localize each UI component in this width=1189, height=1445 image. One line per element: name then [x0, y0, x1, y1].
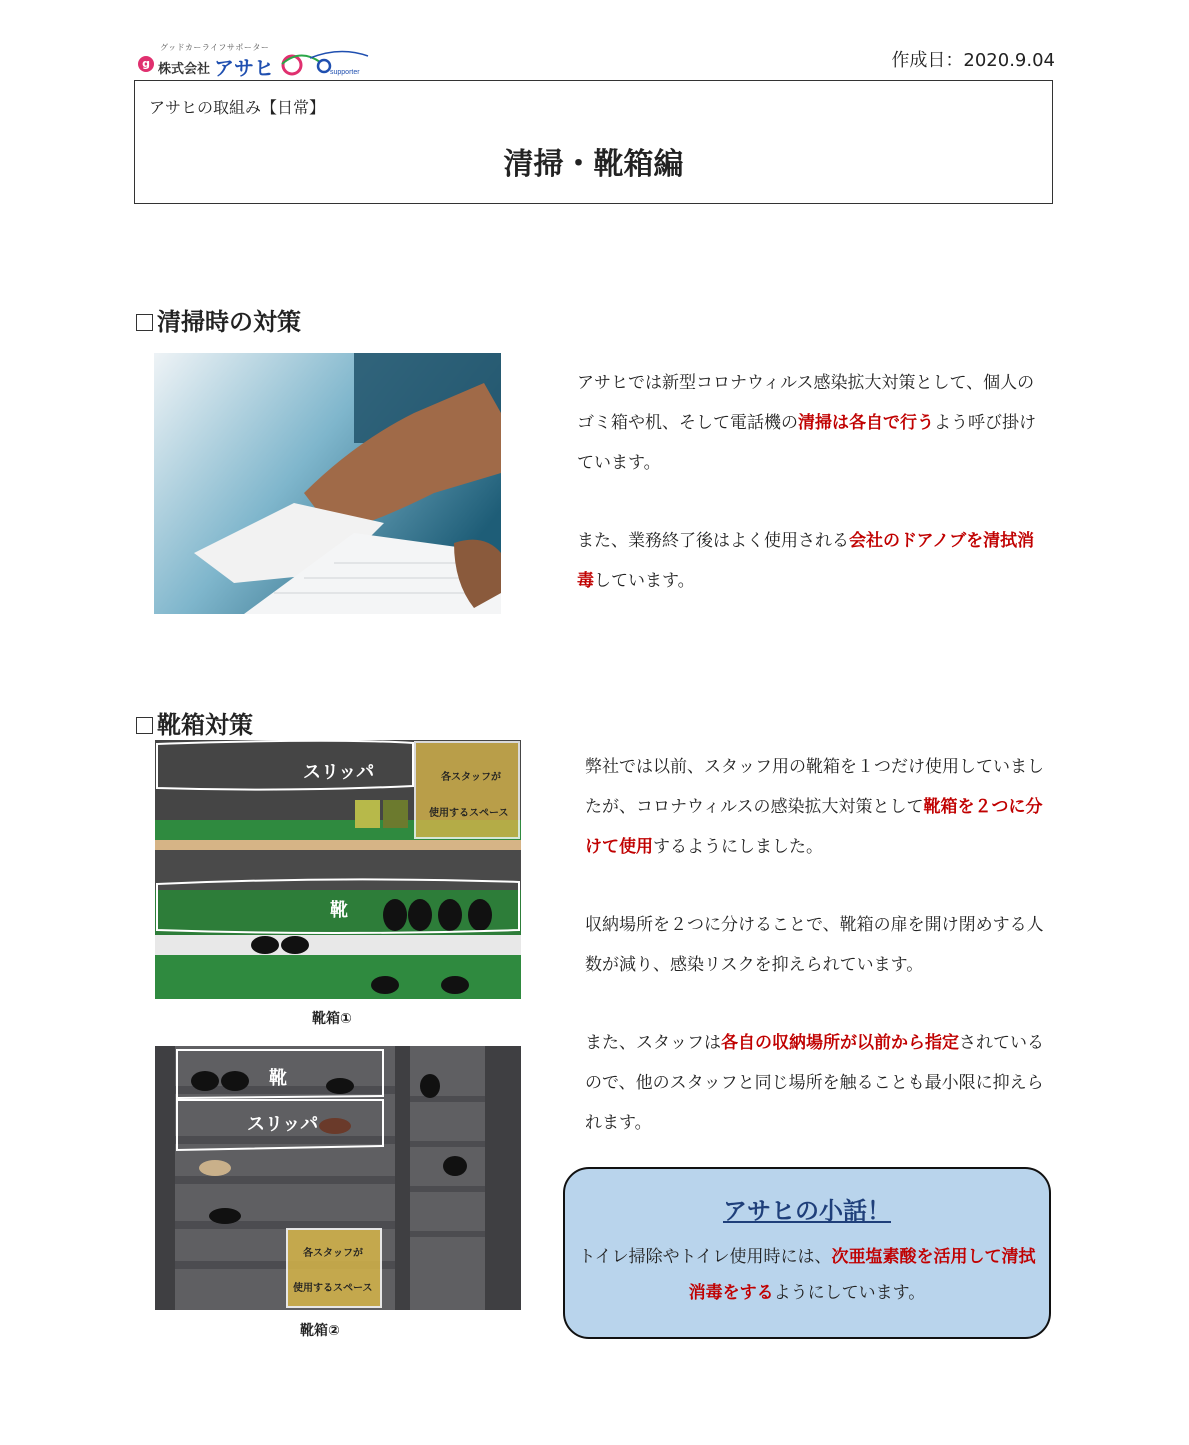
checkbox-square-icon [136, 717, 153, 734]
company-logo [138, 42, 378, 80]
created-date: 作成日：2020.9.04 [891, 50, 1055, 71]
slipper-label-2: スリッパ [247, 1114, 319, 1135]
shoebox-paragraph-3: また、スタッフは各自の収納場所が以前から指定されているので、他のスタッフと同じ場所を触ることも最小限に抑えられます。 [585, 1033, 1044, 1133]
page-title: 清掃・靴箱編 [503, 147, 684, 182]
photo-caption-1: 靴箱① [312, 1011, 352, 1027]
shoebox-paragraph-2: 収納場所を２つに分けることで、靴箱の扉を開け閉めする人数が減り、感染リスクを抑えられています。 [585, 915, 1044, 975]
logo-tagline: グッドカーライフサポーター [160, 43, 270, 52]
section-heading-shoebox: 靴箱対策 [136, 705, 253, 740]
slipper-label: スリッパ [303, 762, 375, 783]
shoebox-paragraph-1: 弊社では以前、スタッフ用の靴箱を１つだけ使用していましたが、コロナウィルスの感染拡大対策として靴箱を２つに分けて使用するようにしました。 [585, 757, 1044, 857]
supporter-logo-icon [280, 50, 370, 78]
logo-company: 株式会社 [158, 62, 211, 77]
shoes-label: 靴 [330, 900, 348, 921]
shoebox-1-photo [155, 740, 521, 999]
staff-space-label-2b: 使用するスペース [293, 1283, 373, 1294]
cleaning-paragraph-1: アサヒでは新型コロナウィルス感染拡大対策として、個人のゴミ箱や机、そして電話機の清掃は各自で行うよう呼び掛けています。 [577, 373, 1036, 473]
tip-box [563, 1167, 1051, 1339]
staff-space-label-1b: 使用するスペース [429, 808, 509, 819]
header-subtitle: アサヒの取組み【日常】 [149, 98, 326, 117]
tip-title: アサヒの小話！ [723, 1197, 891, 1225]
keyboard-cleaning-photo [154, 353, 501, 614]
section-heading-cleaning: 清掃時の対策 [136, 302, 301, 337]
cleaning-paragraph-2: また、業務終了後はよく使用される会社のドアノブを清拭消毒しています。 [577, 531, 1035, 591]
logo-brand: アサヒ [214, 56, 274, 80]
shoebox-2-photo [155, 1046, 521, 1310]
photo-caption-2: 靴箱② [300, 1323, 340, 1339]
logo-mark-icon: g [138, 56, 154, 72]
shoes-label-2: 靴 [269, 1068, 287, 1089]
logo-supporter: supporter [330, 69, 360, 76]
checkbox-square-icon [136, 314, 153, 331]
staff-space-label-1a: 各スタッフが [441, 772, 501, 783]
staff-space-label-2a: 各スタッフが [303, 1248, 363, 1259]
header-box [134, 80, 1053, 204]
tip-body: トイレ掃除やトイレ使用時には、次亜塩素酸を活用して清拭消毒をするようにしています。 [578, 1247, 1036, 1303]
